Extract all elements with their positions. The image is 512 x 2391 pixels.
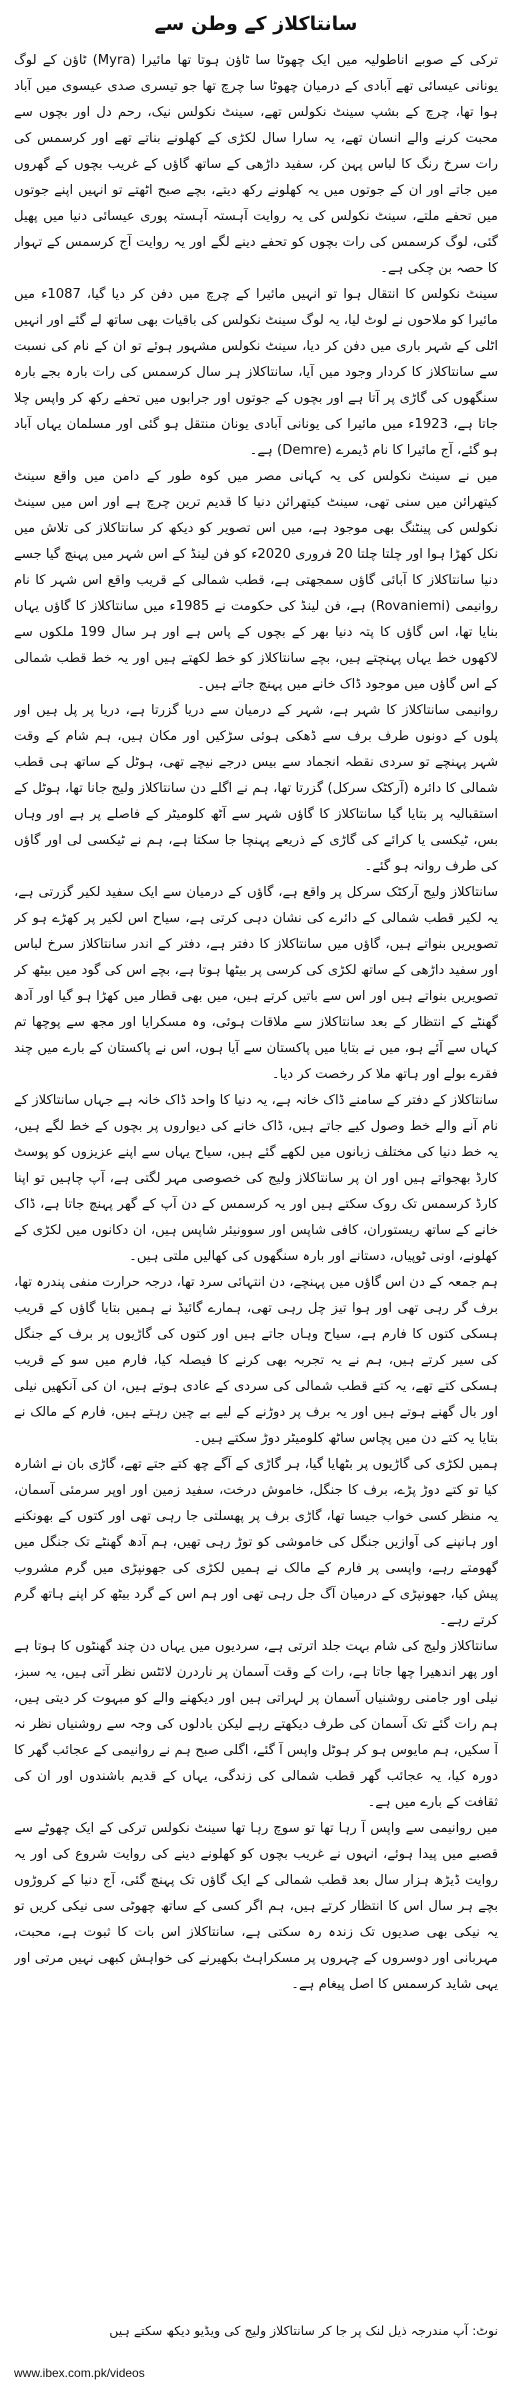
article-paragraph: ترکی کے صوبے اناطولیہ میں ایک چھوٹا سا ٹاؤن ہوتا تھا مائیرا (Myra) ٹاؤن کے لوگ یونانی عیسائی تھے آبادی کے درمیان چھوٹا سا چرچ تھا جو تیسری صدی عیسوی میں آباد ہوا تھا، چرچ کے بشپ سینٹ نکولس تھے، سینٹ نکولس نیک، رحم دل اور بچوں سے محبت کرنے والے انسان تھے، یہ سارا سال لکڑی کے کھلونے بناتے تھے اور کرسمس کی رات سرخ رنگ کا لباس پہن کر، سفید داڑھی کے ساتھ گاؤں کے غریب بچوں کے گھروں میں جاتے اور ان کے جوتوں میں یہ کھلونے رکھ دیتے، بچے صبح اٹھتے تو انہیں اپنے جوتوں میں تحفے ملتے، سینٹ نکولس کی یہ روایت آہستہ آہستہ پوری عیسائی دنیا میں پھیل گئی، لوگ کرسمس کی رات بچوں کو تحفے دینے لگے اور یہ روایت آج کرسمس کے تہوار کا حصہ بن چکی ہے۔ [14, 53, 498, 276]
article-paragraph: سانتاکلاز ولیج آرکٹک سرکل پر واقع ہے، گاؤں کے درمیان سے ایک سفید لکیر گزرتی ہے، یہ لکیر قطب شمالی کے دائرے کی نشان دہی کرتی ہے، سیاح اس لکیر پر کھڑے ہو کر تصویریں بنواتے ہیں، گاؤں میں سانتاکلاز کا دفتر ہے، دفتر کے اندر سانتاکلاز سرخ لباس اور سفید داڑھی کے ساتھ لکڑی کی کرسی پر بیٹھا ہوتا ہے، بچے اس کی گود میں بیٹھ کر تصویریں بنواتے ہیں اور اس سے باتیں کرتے ہیں، میں بھی قطار میں کھڑا ہو گیا اور آدھ گھنٹے کے انتظار کے بعد سانتاکلاز سے ملاقات ہوئی، وہ مسکرایا اور مجھ سے پوچھا تم کہاں سے آئے ہو، میں نے بتایا میں پاکستان سے آیا ہوں، اس نے پاکستان کے بارے میں چند فقرے بولے اور ہاتھ ملا کر رخصت کر دیا۔ [14, 885, 498, 1082]
video-note: نوٹ: آپ مندرجہ ذیل لنک پر جا کر سانتاکلاز ولیج کی ویڈیو دیکھ سکتے ہیں [109, 2323, 498, 2338]
article-body [14, 48, 498, 2313]
video-link[interactable]: www.ibex.com.pk/videos [14, 2366, 145, 2380]
article-paragraph: ہم جمعہ کے دن اس گاؤں میں پہنچے، دن انتہائی سرد تھا، درجہ حرارت منفی پندرہ تھا، برف گر رہی تھی اور ہوا تیز چل رہی تھی، ہمارے گائیڈ نے ہمیں بتایا گاؤں کے قریب ہسکی کتوں کا فارم ہے، سیاح وہاں جاتے ہیں اور کتوں کی گاڑیوں پر برف کے جنگل کی سیر کرتے ہیں، ہم نے یہ تجربہ بھی کرنے کا فیصلہ کیا، فارم میں سو کے قریب ہسکی کتے تھے، یہ کتے قطب شمالی کی سردی کے عادی ہوتے ہیں، ان کی آنکھیں نیلی اور بال گھنے ہوتے ہیں اور یہ برف پر دوڑنے کے لیے بے چین رہتے ہیں، فارم کے مالک نے بتایا یہ کتے دن میں پچاس ساٹھ کلومیٹر دوڑ سکتے ہیں۔ [14, 1275, 498, 1446]
article-paragraph: سینٹ نکولس کا انتقال ہوا تو انہیں مائیرا کے چرچ میں دفن کر دیا گیا، 1087ء میں مائیرا کو ملاحوں نے لوٹ لیا، یہ لوگ سینٹ نکولس کی باقیات بھی ساتھ لے گئے اور انہیں اٹلی کے شہر باری میں دفن کر دیا، سینٹ نکولس مشہور ہوئے تو ان کے نام کی نسبت سے سانتاکلاز کا کردار وجود میں آیا، سانتاکلاز ہر سال کرسمس کی رات بارہ بجے بارہ سنگھوں کی گاڑی پر آتا ہے اور بچوں کے جوتوں اور جرابوں میں تحفے رکھ کر واپس چلا جاتا ہے، 1923ء میں مائیرا کی یونانی آبادی یونان منتقل ہو گئی اور مسلمان یہاں آباد ہو گئے، آج مائیرا کا نام ڈیمرے (Demre) ہے۔ [14, 287, 498, 458]
article-title: سانتاکلاز کے وطن سے [154, 13, 358, 35]
article-paragraph: میں نے سینٹ نکولس کی یہ کہانی مصر میں کوہ طور کے دامن میں واقع سینٹ کیتھرائن میں سنی تھی، سینٹ کیتھرائن دنیا کا قدیم ترین چرچ ہے اور اس میں سینٹ نکولس کی پینٹنگ بھی موجود ہے، میں اس تصویر کو دیکھ کر سانتاکلاز کی تلاش میں نکل کھڑا ہوا اور چلتا چلتا 20 فروری 2020ء کو فن لینڈ کے اس شہر میں پہنچ گیا جسے دنیا سانتاکلاز کا آبائی گاؤں سمجھتی ہے، قطب شمالی کے قریب واقع اس شہر کا نام روانیمی (Rovaniemi) ہے، فن لینڈ کی حکومت نے 1985ء میں سانتاکلاز کا گاؤں یہاں بنایا تھا، اس گاؤں کا پتہ دنیا بھر کے بچوں کے پاس ہے اور ہر سال 199 ملکوں سے لاکھوں خط یہاں پہنچتے ہیں، بچے سانتاکلاز کو خط لکھتے ہیں اور یہ خط قطب شمالی کے اس گاؤں میں موجود ڈاک خانے میں پہنچ جاتے ہیں۔ [14, 469, 498, 692]
article-paragraph: ہمیں لکڑی کی گاڑیوں پر بٹھایا گیا، ہر گاڑی کے آگے چھ کتے جتے تھے، گاڑی بان نے اشارہ کیا تو کتے دوڑ پڑے، برف کا جنگل، خاموش درخت، سفید زمین اور اوپر سرمئی آسمان، یہ منظر کسی خواب جیسا تھا، گاڑی برف پر پھسلتی جا رہی تھی اور کتوں کے بھونکنے اور ہانپنے کی آوازیں جنگل کی خاموشی کو توڑ رہی تھیں، ہم آدھ گھنٹے تک جنگل میں گھومتے رہے، واپسی پر فارم کے مالک نے ہمیں لکڑی کی جھونپڑی میں گرم مشروب پیش کیا، جھونپڑی کے درمیان آگ جل رہی تھی اور ہم اس کے گرد بیٹھ کر اپنے ہاتھ گرم کرتے رہے۔ [14, 1457, 498, 1628]
article-paragraph: سانتاکلاز ولیج کی شام بہت جلد اترتی ہے، سردیوں میں یہاں دن چند گھنٹوں کا ہوتا ہے اور پھر اندھیرا چھا جاتا ہے، رات کے وقت آسمان پر ناردرن لائٹس نظر آتی ہیں، یہ سبز، نیلی اور جامنی روشنیاں آسمان پر لہراتی ہیں اور دیکھنے والے کو مبہوت کر دیتی ہیں، ہم رات گئے تک آسمان کی طرف دیکھتے رہے لیکن بادلوں کی وجہ سے روشنیاں نظر نہ آ سکیں، ہم مایوس ہو کر ہوٹل واپس آ گئے، اگلی صبح ہم نے روانیمی کے عجائب گھر کا دورہ کیا، یہ عجائب گھر قطب شمالی کی زندگی، یہاں کے قدیم باشندوں اور ان کی ثقافت کے بارے میں ہے۔ [14, 1639, 498, 1810]
article-paragraph: روانیمی سانتاکلاز کا شہر ہے، شہر کے درمیان سے دریا گزرتا ہے، دریا پر پل ہیں اور پلوں کے دونوں طرف برف سے ڈھکی ہوئی سڑکیں اور مکان ہیں، ہم شام کے وقت شہر پہنچے تو سردی نقطہ انجماد سے بیس درجے نیچے تھی، ہوٹل کے ساتھ ہی قطب شمالی کا دائرہ (آرکٹک سرکل) گزرتا تھا، ہم نے اگلے دن سانتاکلاز ولیج جانا تھا، ہوٹل کے استقبالیہ پر بتایا گیا سانتاکلاز کا گاؤں شہر سے آٹھ کلومیٹر کے فاصلے پر ہے اور وہاں بس، ٹیکسی یا کرائے کی گاڑی کے ذریعے پہنچا جا سکتا ہے، ہم نے ٹیکسی لی اور گاؤں کی طرف روانہ ہو گئے۔ [14, 703, 498, 874]
article-paragraph: سانتاکلاز کے دفتر کے سامنے ڈاک خانہ ہے، یہ دنیا کا واحد ڈاک خانہ ہے جہاں سانتاکلاز کے نام آنے والے خط وصول کیے جاتے ہیں، ڈاک خانے کی دیواروں پر بچوں کے خط لگے ہیں، یہ خط دنیا کی مختلف زبانوں میں لکھے گئے ہیں، سیاح یہاں سے اپنے عزیزوں کو پوسٹ کارڈ بھجواتے ہیں اور ان پر سانتاکلاز ولیج کی خصوصی مہر لگتی ہے، آپ چاہیں تو اپنا کارڈ کرسمس تک روک سکتے ہیں اور یہ کرسمس کے دن آپ کے گھر پہنچ جاتا ہے، ڈاک خانے کے ساتھ ریستوران، کافی شاپس اور سوونیئر شاپس ہیں، ان دکانوں میں لکڑی کے کھلونے، اونی ٹوپیاں، دستانے اور بارہ سنگھوں کی کھالیں ملتی ہیں۔ [14, 1093, 498, 1264]
article-paragraph: میں روانیمی سے واپس آ رہا تھا تو سوچ رہا تھا سینٹ نکولس ترکی کے ایک چھوٹے سے قصبے میں پیدا ہوئے، انہوں نے غریب بچوں کو کھلونے دینے کی روایت شروع کی اور یہ روایت ڈیڑھ ہزار سال بعد قطب شمالی کے ایک گاؤں تک پہنچ گئی، آج دنیا کے کروڑوں بچے ہر سال اس کا انتظار کرتے ہیں، ہم اگر کسی کے ساتھ چھوٹی سی نیکی کریں تو یہ نیکی بھی صدیوں تک زندہ رہ سکتی ہے، سانتاکلاز اس بات کا ثبوت ہے، محبت، مہربانی اور دوسروں کے چہروں پر مسکراہٹ بکھیرنے کی خواہش کبھی نہیں مرتی اور یہی شاید کرسمس کا اصل پیغام ہے۔ [14, 1821, 498, 1992]
